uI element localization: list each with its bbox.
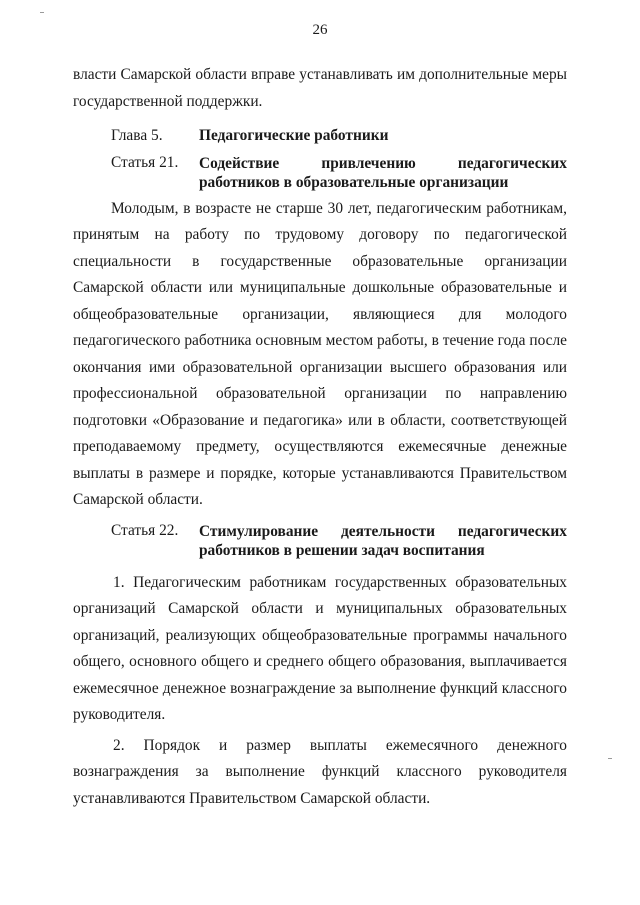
article-21-number: Статья 21. — [111, 153, 179, 171]
article-22-number: Статья 22. — [111, 521, 179, 539]
article-21-heading — [73, 150, 567, 192]
chapter-number: Глава 5. — [111, 127, 163, 144]
chapter-heading — [73, 123, 567, 150]
article-22-clause-1: 1. Педагогическим работникам государственных образовательных организаций Самарской области и муниципальных образовательных организаций, реализующих общеобразовательные программы начального общего, основного общего и среднего общего образования, выплачивается ежемесячное денежное вознаграждение за выполнение функций классного руководителя. — [73, 573, 567, 723]
document-body — [73, 62, 567, 812]
article-22-title: Стимулирование деятельности педагогических работников в решении задач воспитания — [199, 522, 567, 559]
article-22-clause-2: 2. Порядок и размер выплаты ежемесячного денежного вознаграждения за выполнение функций классного руководителя устанавливаются Правительством Самарской области. — [73, 736, 567, 807]
page-number: 26 — [312, 22, 328, 38]
article-22-heading — [73, 518, 567, 560]
scan-mark — [608, 758, 612, 759]
chapter-title: Педагогические работники — [199, 127, 389, 144]
article-21-text: Молодым, в возрасте не старше 30 лет, педагогическим работникам, принятым на работу по трудовому договору по педагогической специальности в государственные образовательные организации Самарской области или муниципальные дошкольные образовательные и общеобразовательные организации, являющиеся для молодого педагогического работника основным местом работы, в течение года после окончания ими образовательной организации высшего образования или профессиональной образовательной организации по направлению подготовки «Образование и педагогика» или в области, соответствующей преподаваемому предмету, осуществляются ежемесячные денежные выплаты в размере и порядке, которые устанавливаются Правительством Самарской области. — [73, 199, 567, 508]
intro-paragraph: власти Самарской области вправе устанавливать им дополнительные меры государственной поддержки. — [73, 66, 567, 110]
scan-mark — [40, 12, 44, 13]
article-21-title: Содействие привлечению педагогических работников в образовательные организации — [199, 154, 567, 191]
